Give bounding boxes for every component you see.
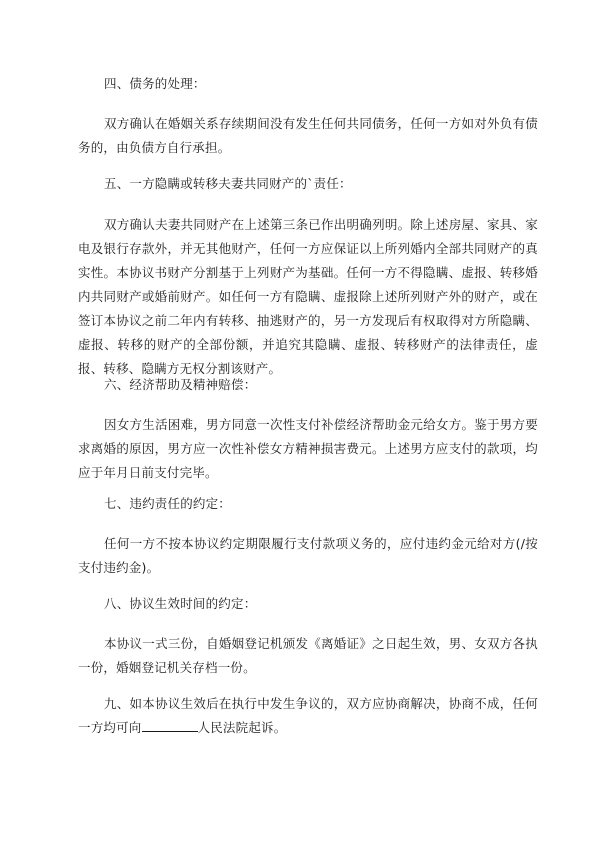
section-four-text: 双方确认在婚姻关系存续期间没有发生任何共同债务，任何一方如对外负有债务的，由负债方自行承担。 (78, 116, 538, 155)
section-six-heading: 六、经济帮助及精神赔偿： (104, 377, 257, 392)
section-nine-text-end: 人民法院起诉。 (197, 720, 287, 735)
court-name-blank (142, 717, 198, 732)
section-five-text: 双方确认夫妻共同财产在上述第三条已作出明确列明。除上述房屋、家具、家电及银行存款外，并无其他财产，任何一方应保证以上所列婚内全部共同财产的真实性。本协议书财产分割基于上列财产为基础。任何一方不得隐瞒、虚报、转移婚内共同财产或婚前财产。如任何一方有隐瞒、虚报除上述所列财产外的财产，或在签订本协议之前二年内有转移、抽逃财产的，另一方发现后有权取得对方所隐瞒、虚报、转移的财产的全部份额，并追究其隐瞒、虚报、转移财产的法律责任，虚报、转移、隐瞒方无权分割该财产。 (78, 217, 538, 376)
section-six-text: 因女方生活困难，男方同意一次性支付补偿经济帮助金元给女方。鉴于男方要求离婚的原因，男方应一次性补偿女方精神损害费元。上述男方应支付的款项，均应于年月日前支付完毕。 (78, 417, 538, 480)
section-five-heading: 五、一方隐瞒或转移夫妻共同财产的`责任： (104, 176, 352, 191)
section-seven-heading: 七、违约责任的约定： (104, 496, 232, 511)
section-seven-text: 任何一方不按本协议约定期限履行支付款项义务的，应付违约金元给对方(/按支付违约金)。 (78, 536, 538, 575)
section-eight-text: 本协议一式三份，自婚姻登记机颁发《离婚证》之日起生效，男、女双方各执一份，婚姻登记机关存档一份。 (78, 636, 538, 675)
section-nine-text (78, 692, 538, 740)
section-four-heading: 四、债务的处理： (104, 76, 206, 91)
section-eight-heading: 八、协议生效时间的约定： (104, 596, 257, 611)
section-nine-text-start: 九、如本协议生效后在执行中发生争议的，双方应协商解决，协商不成，任何一方均可向 (78, 696, 538, 735)
